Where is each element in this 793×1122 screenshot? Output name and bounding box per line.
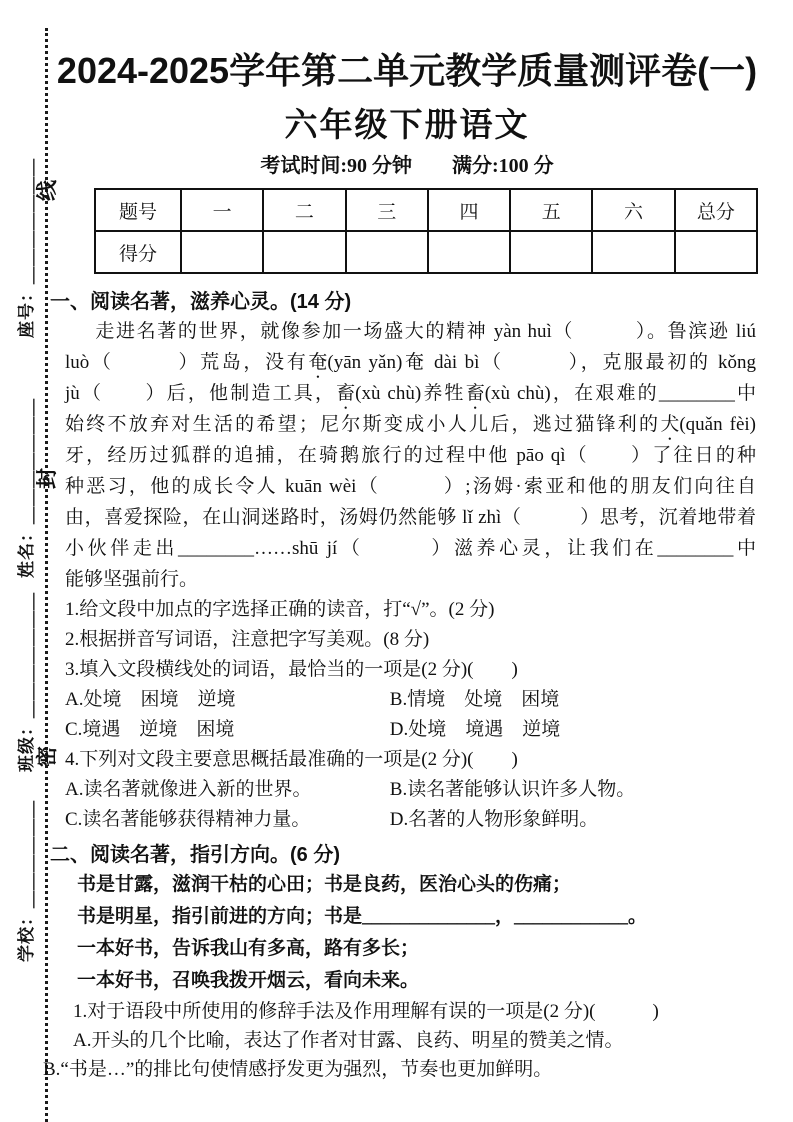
score-row-label: 得分 — [95, 231, 181, 273]
seal-char-feng: 封 — [35, 468, 59, 489]
section2-questions — [43, 997, 765, 1084]
score-table — [94, 188, 758, 274]
margin-label-name: 姓名：＿＿＿＿＿＿＿ — [17, 398, 36, 578]
header-cell-2: 二 — [263, 189, 345, 231]
option: A.读名著就像进入新的世界。 — [65, 779, 312, 800]
header-cell-3: 三 — [346, 189, 428, 231]
margin-label-school: 学校：＿＿＿＿＿＿ — [17, 800, 36, 962]
score-cell — [428, 231, 510, 273]
option: D.处境 境遇 逆境 — [389, 719, 561, 740]
score-cell — [510, 231, 592, 273]
option: A.处境 困境 逆境 — [65, 689, 236, 710]
passage-line: 由，喜爱探险，在山洞迷路时，汤姆仍然能够 lǐ zhì（ ）思考，沉着地带着 — [65, 507, 756, 528]
passage-line: 牙，经历过狐群的追捕，在骑鹅旅行的过程中他 pāo qì（ ）了往日的种 — [65, 445, 756, 466]
section1-heading: 一、阅读名著，滋养心灵。(14 分) — [50, 291, 352, 313]
content-column — [43, 0, 764, 1084]
score-table-header-row — [95, 189, 757, 231]
question4-line — [65, 745, 756, 775]
passage-line: 种恶习，他的成长令人 kuān wèi（ ）;汤姆·索亚和他的朋友们向往自 — [65, 476, 756, 497]
emphasized-char: 畜 — [465, 383, 485, 404]
option: C.境遇 逆境 困境 — [65, 719, 235, 740]
passage-line: 小伙伴走出________……shū jí（ ）滋养心灵，让我们在________中 — [65, 538, 756, 559]
exam-info: 考试时间:90 分钟 满分:100 分 — [260, 155, 554, 177]
passage-line: 始终不放弃对生活的希望；尼尔斯变成小人儿后，逃过猫锋利的犬(quǎn fèi) — [65, 409, 756, 440]
page-subtitle: 六年级下册语文 — [284, 106, 530, 143]
question-line: 3.填入文段横线处的词语，最恰当的一项是(2 分)( ) — [65, 659, 518, 680]
score-cell — [675, 231, 757, 273]
emphasized-char: 畜 — [336, 383, 356, 404]
seal-char-mi: 密 — [35, 746, 59, 767]
header-cell-6: 六 — [592, 189, 674, 231]
passage-line: 能够坚强前行。 — [65, 569, 199, 590]
score-table-score-row — [95, 231, 757, 273]
option-row — [65, 775, 756, 805]
section2-heading: 二、阅读名著，指引方向。(6 分) — [50, 844, 340, 866]
emphasized-char: 奄 — [308, 352, 328, 373]
question3-options — [65, 685, 756, 745]
margin-label-class: 班级：＿＿＿＿＿＿＿ — [17, 592, 36, 772]
score-cell — [346, 231, 428, 273]
question-line: 1.给文段中加点的字选择正确的读音，打“√”。(2 分) — [65, 599, 495, 620]
section1-questions — [65, 595, 756, 685]
question-line: 4.下列对文段主要意思概括最准确的一项是(2 分)( ) — [65, 749, 518, 770]
header-cell-tihao: 题号 — [95, 189, 181, 231]
section1-passage — [65, 316, 756, 595]
option: B.情境 处境 困境 — [389, 689, 560, 710]
option-row — [65, 685, 756, 715]
poem-line: 书是明星，指引前进的方向；书是______________，____________。 — [77, 906, 648, 927]
option: B.读名著能够认识许多人物。 — [389, 779, 636, 800]
passage-line: jù（ ）后，他制造工具，畜(xù chù)养牲畜(xù chù)，在艰难的________中 — [65, 378, 756, 409]
option: C.读名著能够获得精神力量。 — [65, 809, 311, 830]
seal-char-xian: 线 — [35, 180, 59, 201]
header-cell-total: 总分 — [675, 189, 757, 231]
passage-line: 走进名著的世界，就像参加一场盛大的精神 yàn huì（ ）。鲁滨逊 liú — [95, 321, 756, 342]
header-cell-4: 四 — [428, 189, 510, 231]
option-a-line: A.开头的几个比喻，表达了作者对甘露、良药、明星的赞美之情。 — [73, 1030, 624, 1051]
margin-label-seat-number: 座号：＿＿＿＿＿＿＿ — [17, 158, 36, 338]
emphasized-char: 犬 — [660, 414, 680, 435]
page-title: 2024-2025学年第二单元教学质量测评卷(一) — [56, 50, 758, 91]
poem-line: 一本好书，召唤我拨开烟云，看向未来。 — [77, 970, 420, 991]
question-line: 1.对于语段中所使用的修辞手法及作用理解有误的一项是(2 分)( ) — [73, 1001, 659, 1022]
score-cell — [181, 231, 263, 273]
passage-line: luò（ ）荒岛，没有奄(yān yǎn)奄 dài bì（ ），克服最初的 kǒng — [65, 347, 756, 378]
section2-poem — [77, 869, 757, 997]
score-cell — [263, 231, 345, 273]
poem-line: 一本好书，告诉我山有多高，路有多长； — [77, 938, 420, 959]
question4-options — [65, 775, 756, 835]
header-cell-5: 五 — [510, 189, 592, 231]
question-line: 2.根据拼音写词语，注意把字写美观。(8 分) — [65, 629, 430, 650]
score-cell — [592, 231, 674, 273]
option-row — [65, 805, 756, 835]
option: D.名著的人物形象鲜明。 — [389, 809, 599, 830]
option-row — [65, 715, 756, 745]
option-b-line: B.“书是…”的排比句使情感抒发更为强烈，节奏也更加鲜明。 — [43, 1059, 553, 1080]
header-cell-1: 一 — [181, 189, 263, 231]
poem-line: 书是甘露，滋润干枯的心田；书是良药，医治心头的伤痛； — [77, 874, 572, 895]
